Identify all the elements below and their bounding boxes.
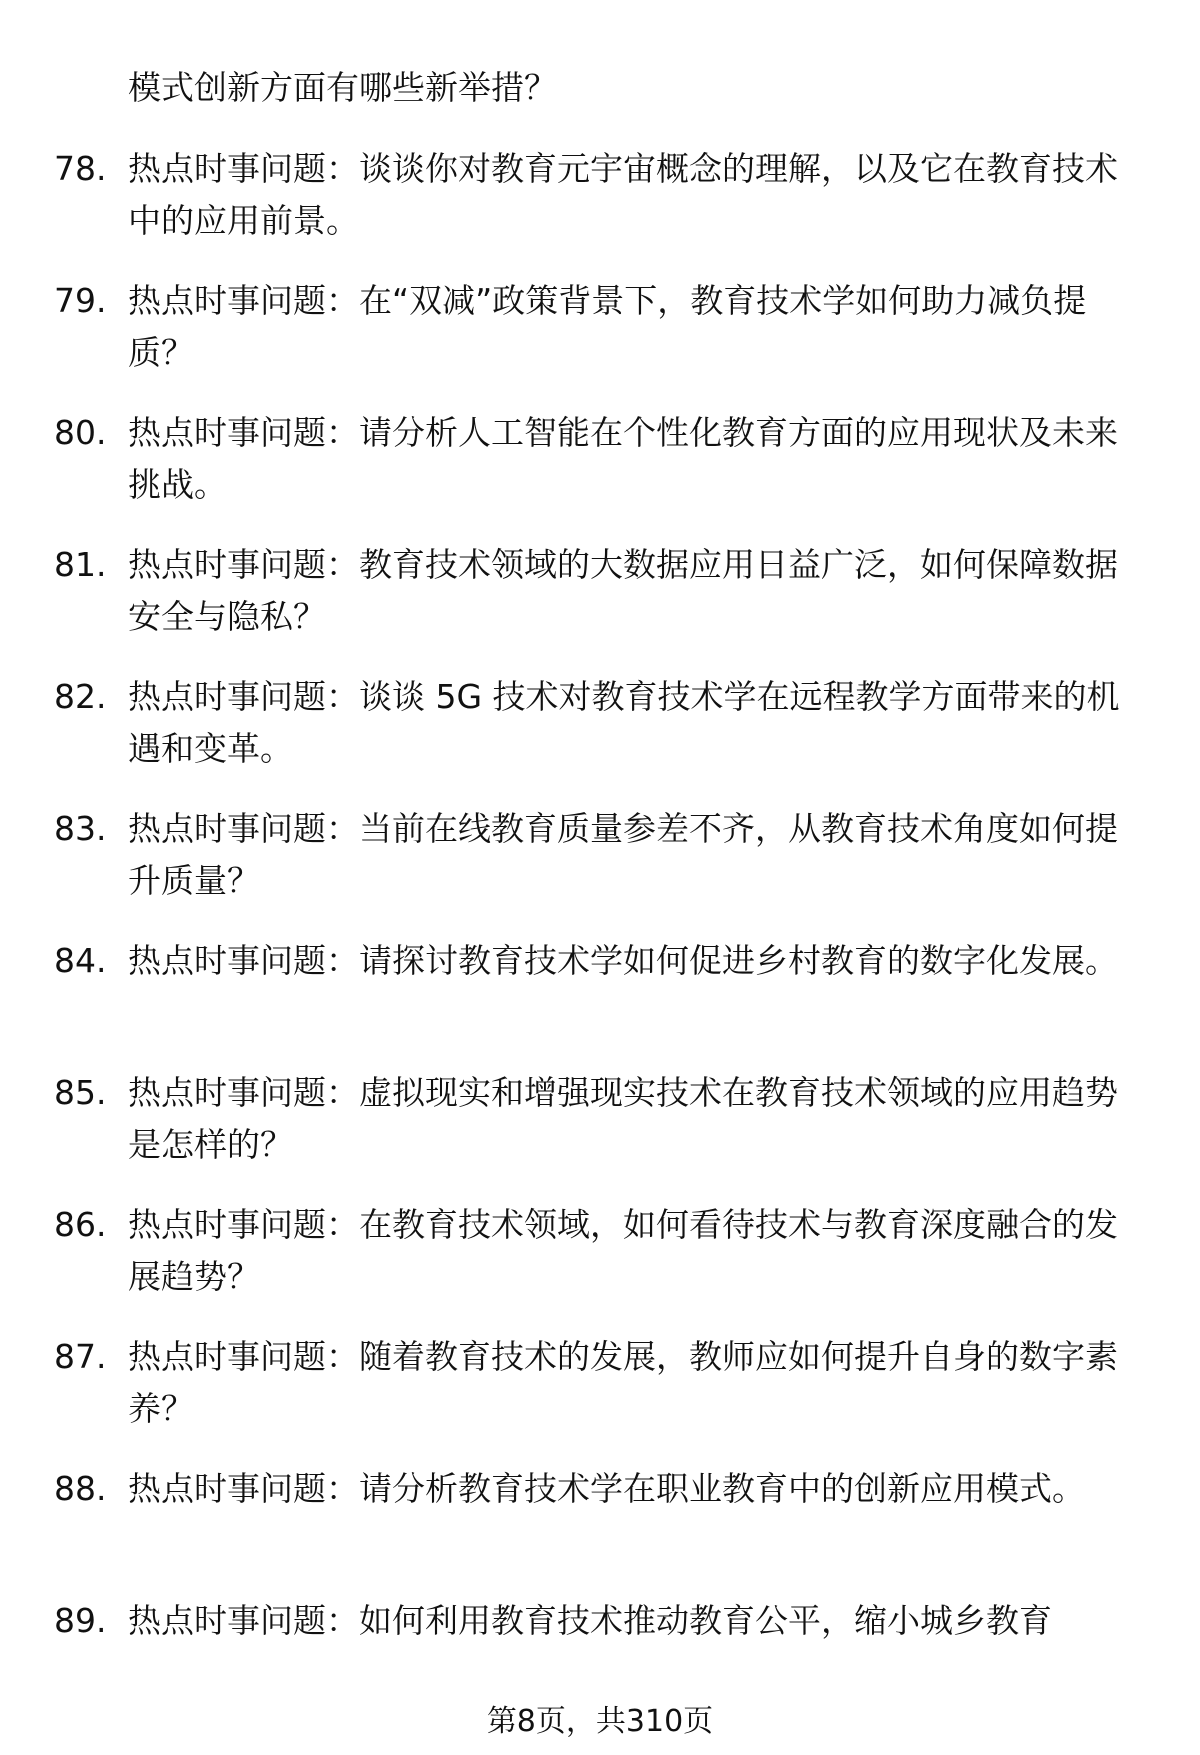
item-number: 78. (54, 149, 107, 188)
list-item (0, 1463, 1200, 1595)
list-item (0, 539, 1200, 671)
item-number: 80. (54, 413, 107, 452)
item-number: 86. (54, 1205, 107, 1244)
item-number: 85. (54, 1073, 107, 1112)
item-text: 热点时事问题：当前在线教育质量参差不齐，从教育技术角度如何提升质量？ (128, 809, 1118, 900)
item-text: 热点时事问题：如何利用教育技术推动教育公平，缩小城乡教育 (128, 1601, 1052, 1640)
item-number: 79. (54, 281, 107, 320)
item-number: 82. (54, 677, 107, 716)
list-item (0, 1067, 1200, 1199)
continuation-text: 模式创新方面有哪些新举措？ (128, 68, 557, 107)
list-item (0, 275, 1200, 407)
item-text: 热点时事问题：请探讨教育技术学如何促进乡村教育的数字化发展。 (128, 941, 1118, 980)
item-text: 热点时事问题：虚拟现实和增强现实技术在教育技术领域的应用趋势是怎样的？ (128, 1073, 1118, 1164)
list-item (0, 935, 1200, 1067)
item-number: 87. (54, 1337, 107, 1376)
question-list (0, 143, 1200, 1727)
item-text: 热点时事问题：谈谈 5G 技术对教育技术学在远程教学方面带来的机遇和变革。 (128, 677, 1120, 768)
item-text: 热点时事问题：在“双减”政策背景下，教育技术学如何助力减负提质？ (128, 281, 1087, 372)
item-text: 热点时事问题：教育技术领域的大数据应用日益广泛，如何保障数据安全与隐私？ (128, 545, 1118, 636)
item-text: 热点时事问题：谈谈你对教育元宇宙概念的理解，以及它在教育技术中的应用前景。 (128, 149, 1118, 240)
list-item (0, 671, 1200, 803)
list-item (0, 1331, 1200, 1463)
list-item (0, 407, 1200, 539)
item-text: 热点时事问题：请分析教育技术学在职业教育中的创新应用模式。 (128, 1469, 1085, 1508)
item-number: 83. (54, 809, 107, 848)
list-item (0, 803, 1200, 935)
item-text: 热点时事问题：随着教育技术的发展，教师应如何提升自身的数字素养？ (128, 1337, 1118, 1428)
item-text: 热点时事问题：请分析人工智能在个性化教育方面的应用现状及未来挑战。 (128, 413, 1118, 504)
item-number: 89. (54, 1601, 107, 1640)
item-text: 热点时事问题：在教育技术领域，如何看待技术与教育深度融合的发展趋势？ (128, 1205, 1118, 1296)
item-number: 81. (54, 545, 107, 584)
list-item (0, 1199, 1200, 1331)
list-item (0, 143, 1200, 275)
page-footer: 第8页，共310页 (486, 1704, 714, 1739)
item-number: 84. (54, 941, 107, 980)
item-number: 88. (54, 1469, 107, 1508)
